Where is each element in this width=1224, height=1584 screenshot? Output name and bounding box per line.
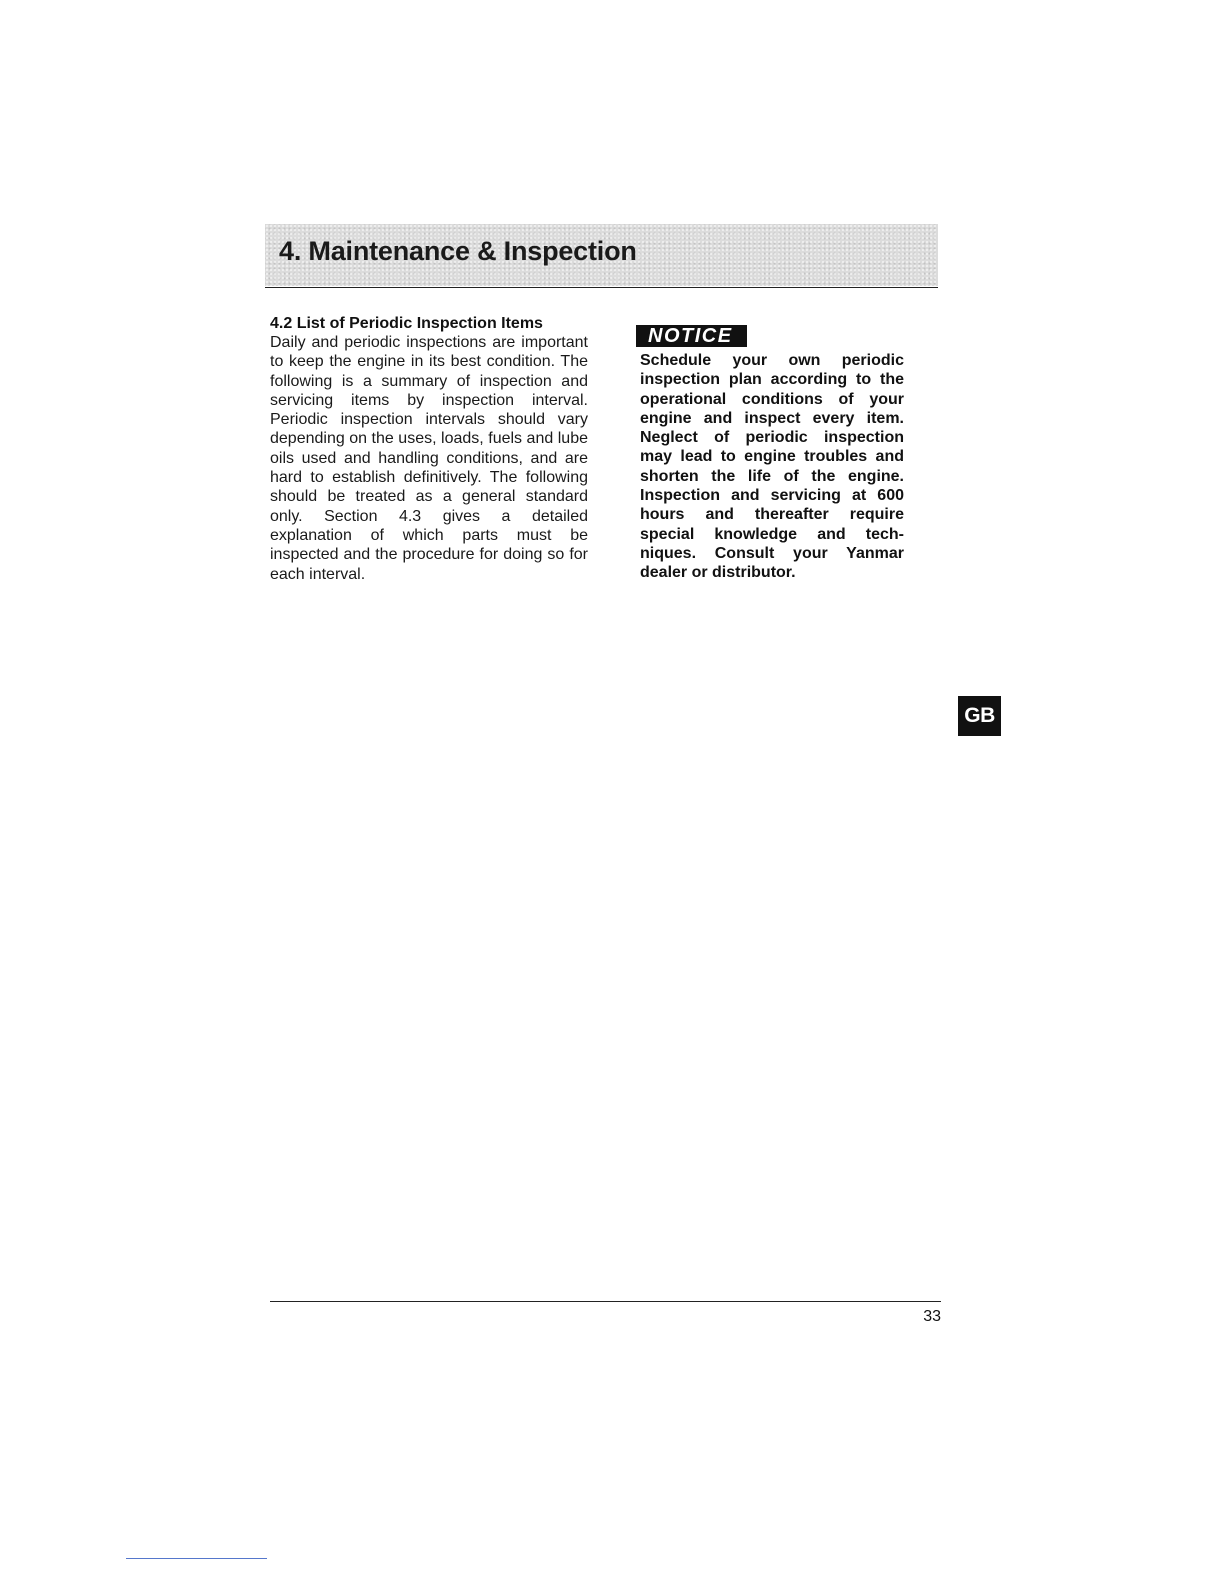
chapter-header-band	[265, 224, 938, 286]
bottom-link-underline	[126, 1558, 267, 1559]
language-tab-gb: GB	[958, 696, 1001, 736]
section-body-text: Daily and periodic inspections are important to keep the engine in its best condition. The following is a summary of inspection and servicing items by inspection interval. Periodic inspection intervals should vary depending on the uses, loads, fuels and lube oils used and handling conditions, and are hard to establish definitively. The following should be treated as a general standard only. Section 4.3 gives a detailed explanation of which parts must be inspected and the procedure for doing so for each interval.	[270, 334, 588, 583]
chapter-title: 4. Maintenance & Inspection	[279, 236, 637, 266]
notice-label: NOTICE	[636, 325, 747, 347]
notice-box	[640, 325, 904, 583]
section-heading: 4.2 List of Periodic Inspection Items	[270, 315, 543, 332]
notice-body-text: Schedule your own periodic inspection plan according to the operational conditions of your engine and inspect every item. Neglect of periodic inspection may lead to engine troubles and shorten the life of the engine. Inspection and servicing at 600 hours and thereafter require special knowledge and tech-niques. Consult your Yanmar dealer or distributor.	[640, 352, 904, 582]
header-divider	[265, 287, 938, 288]
footer-divider	[270, 1301, 941, 1302]
section-column	[270, 314, 588, 584]
page-number: 33	[923, 1308, 941, 1325]
